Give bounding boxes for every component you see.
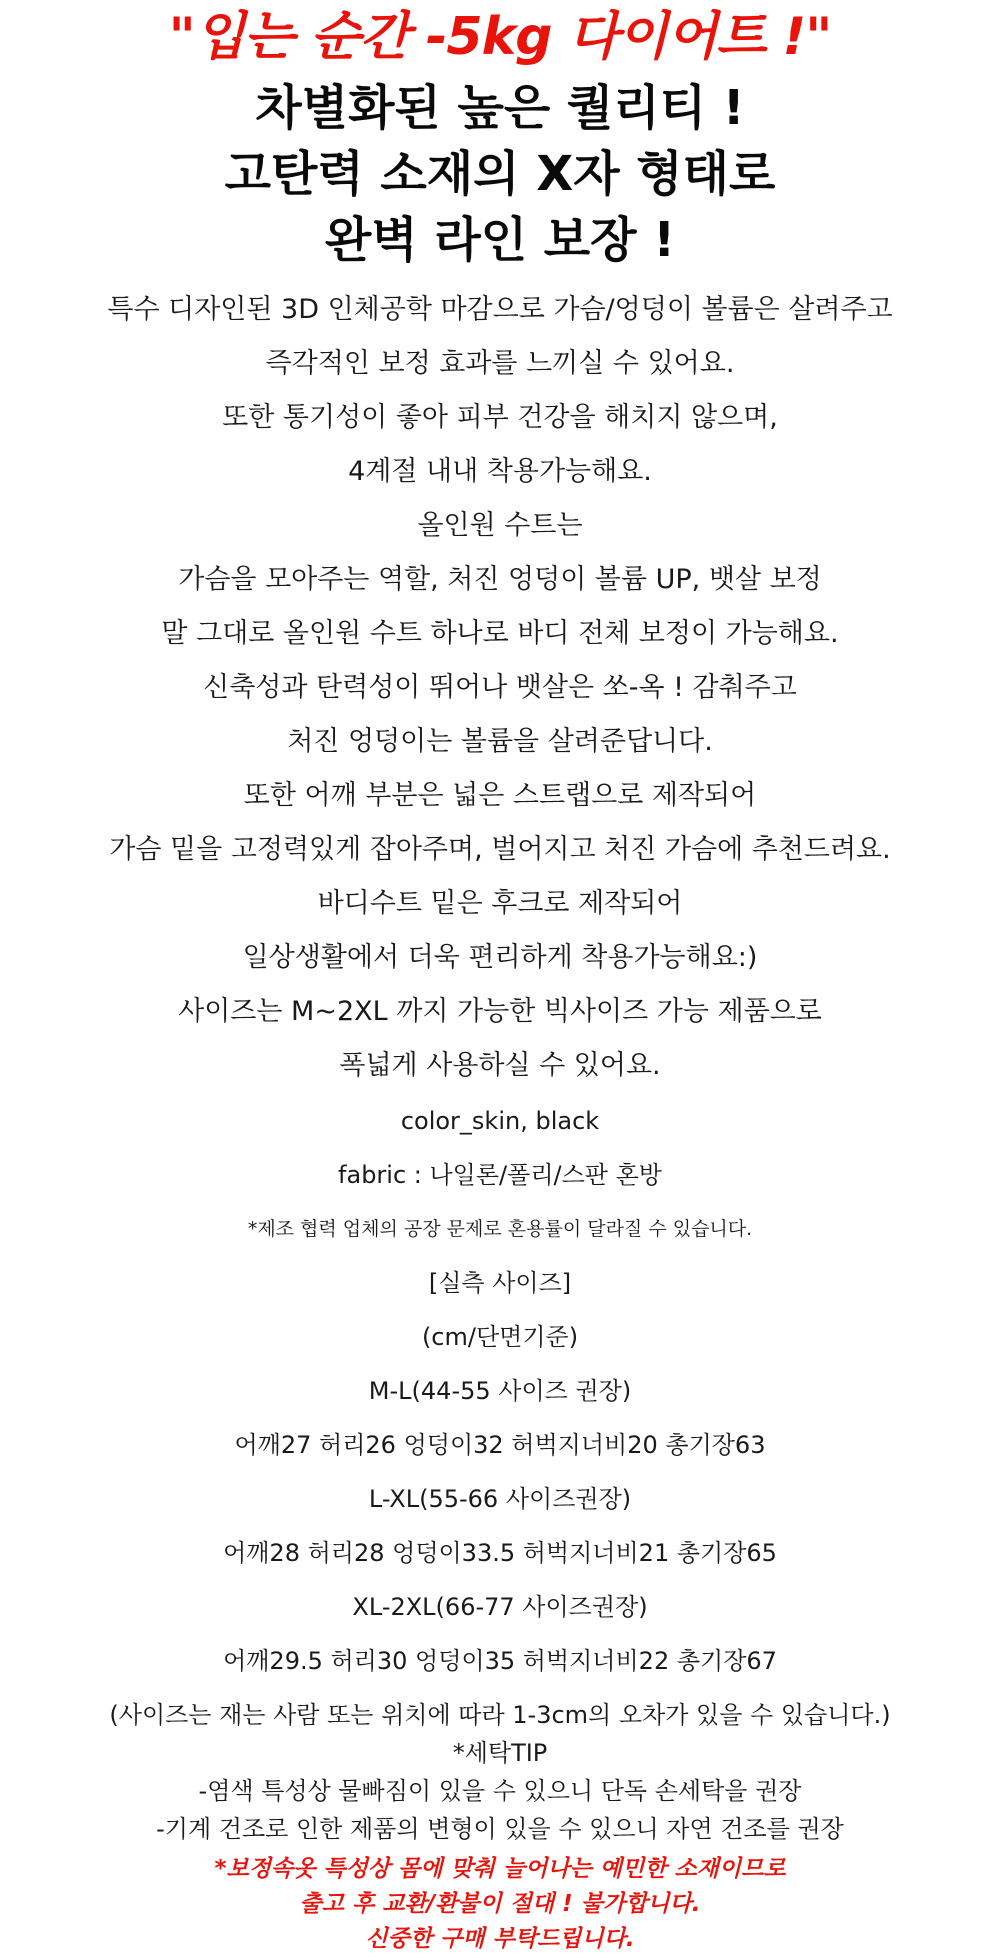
description-line: 가슴을 모아주는 역할, 처진 엉덩이 볼륨 UP, 뱃살 보정: [178, 564, 822, 595]
warning-line: 출고 후 교환/환불이 절대 ! 불가합니다.: [299, 1891, 701, 1917]
washing-tip: -기계 건조로 인한 제품의 변형이 있을 수 있으니 자연 건조를 권장: [156, 1815, 844, 1843]
description-line: 올인원 수트는: [417, 510, 583, 541]
description-line: 처진 엉덩이는 볼륨을 살려준답니다.: [287, 726, 713, 757]
description-block: [0, 283, 1000, 1093]
warning-block: [0, 1852, 1000, 1957]
title-block: [0, 75, 1000, 273]
color-info: color_skin, black: [400, 1107, 600, 1135]
description-line: 사이즈는 M~2XL 까지 가능한 빅사이즈 가능 제품으로: [178, 996, 822, 1027]
size-measurements: 어깨29.5 허리30 엉덩이35 허벅지너비22 총기장67: [223, 1647, 777, 1675]
size-note: (사이즈는 재는 사람 또는 위치에 따라 1-3cm의 오차가 있을 수 있습니다.): [109, 1701, 891, 1729]
size-unit: (cm/단면기준): [421, 1323, 579, 1351]
fabric-note: *제조 협력 업체의 공장 문제로 혼용률이 달라질 수 있습니다.: [247, 1218, 753, 1240]
description-line: 또한 어깨 부분은 넓은 스트랩으로 제작되어: [243, 780, 757, 811]
size-name: L-XL(55-66 사이즈권장): [368, 1485, 632, 1513]
description-line: 또한 통기성이 좋아 피부 건강을 해치지 않으며,: [222, 402, 778, 433]
warning-line: *보정속옷 특성상 몸에 맞춰 늘어나는 예민한 소재이므로: [214, 1856, 786, 1882]
warning-line: 신중한 구매 부탁드립니다.: [365, 1926, 635, 1952]
size-measurements: 어깨28 허리28 엉덩이33.5 허벅지너비21 총기장65: [223, 1539, 777, 1567]
description-line: 바디수트 밑은 후크로 제작되어: [317, 888, 683, 919]
size-name: M-L(44-55 사이즈 권장): [368, 1377, 632, 1405]
description-line: 가슴 밑을 고정력있게 잡아주며, 벌어지고 처진 가슴에 추천드려요.: [109, 834, 891, 865]
size-name: XL-2XL(66-77 사이즈권장): [352, 1593, 648, 1621]
description-line: 일상생활에서 더욱 편리하게 착용가능해요:): [242, 942, 758, 973]
size-measurements: 어깨27 허리26 엉덩이32 허벅지너비20 총기장63: [234, 1431, 766, 1459]
description-line: 특수 디자인된 3D 인체공학 마감으로 가슴/엉덩이 볼륨은 살려주고: [107, 294, 893, 325]
washing-block: [0, 1696, 1000, 1848]
description-line: 신축성과 탄력성이 뛰어나 뱃살은 쏘-옥 ! 감춰주고: [203, 672, 797, 703]
description-line: 말 그대로 올인원 수트 하나로 바디 전체 보정이 가능해요.: [161, 618, 839, 649]
title-line: 완벽 라인 보장 !: [324, 212, 676, 268]
fabric-info: fabric : 나일론/폴리/스판 혼방: [338, 1161, 662, 1189]
description-line: 폭넓게 사용하실 수 있어요.: [339, 1050, 661, 1081]
size-title: [실측 사이즈]: [428, 1269, 572, 1297]
washing-tip: -염색 특성상 물빠짐이 있을 수 있으니 단독 손세탁을 권장: [198, 1777, 802, 1805]
washing-title: *세탁TIP: [452, 1739, 548, 1767]
description-line: 즉각적인 보정 효과를 느끼실 수 있어요.: [265, 348, 735, 379]
headline: "입는 순간 -5kg 다이어트 !": [168, 7, 832, 67]
title-line: 차별화된 높은 퀄리티 !: [255, 80, 745, 136]
product-info-block: [0, 1094, 1000, 1688]
title-line: 고탄력 소재의 X자 형태로: [224, 146, 776, 202]
description-line: 4계절 내내 착용가능해요.: [348, 456, 652, 487]
